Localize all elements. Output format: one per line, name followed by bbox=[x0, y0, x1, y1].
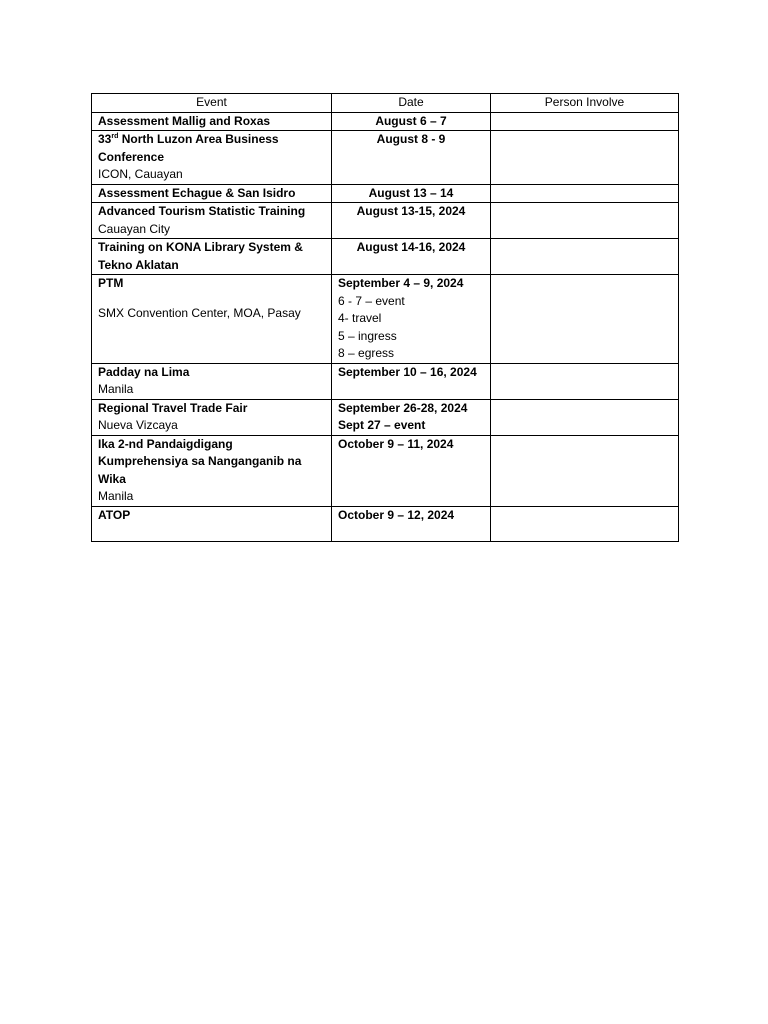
event-cell bbox=[92, 275, 332, 364]
event-location: ICON, Cauayan bbox=[98, 167, 183, 181]
event-title: Training on KONA Library System & Tekno Aklatan bbox=[98, 240, 303, 272]
event-location: SMX Convention Center, MOA, Pasay bbox=[98, 305, 301, 320]
person-cell bbox=[491, 112, 679, 131]
event-title-ordinal: rd bbox=[111, 133, 119, 140]
event-cell bbox=[92, 112, 332, 131]
table-row bbox=[92, 112, 679, 131]
header-event: Event bbox=[92, 94, 332, 113]
event-location: Cauayan City bbox=[98, 221, 171, 236]
event-date: August 13-15, 2024 bbox=[356, 204, 466, 218]
event-date-extra: Sept 27 – event bbox=[338, 418, 426, 432]
date-cell bbox=[332, 506, 491, 541]
table-row bbox=[92, 363, 679, 399]
date-cell bbox=[332, 112, 491, 131]
event-cell bbox=[92, 184, 332, 203]
date-cell bbox=[332, 239, 491, 275]
person-cell bbox=[491, 399, 679, 435]
event-date: August 14-16, 2024 bbox=[356, 240, 466, 254]
event-cell bbox=[92, 435, 332, 506]
events-table bbox=[91, 93, 679, 542]
event-title: Padday na Lima bbox=[98, 364, 190, 379]
table-row bbox=[92, 184, 679, 203]
date-note: 8 – egress bbox=[338, 346, 395, 360]
date-cell bbox=[332, 363, 491, 399]
date-cell bbox=[332, 131, 491, 185]
date-note: 6 - 7 – event bbox=[338, 293, 405, 308]
date-cell bbox=[332, 399, 491, 435]
event-date: September 4 – 9, 2024 bbox=[338, 276, 464, 290]
event-title: Ika 2-nd Pandaigdigang Kumprehensiya sa Nanganganib na Wika bbox=[98, 436, 302, 486]
event-title: ATOP bbox=[98, 507, 131, 522]
person-cell bbox=[491, 275, 679, 364]
person-cell bbox=[491, 506, 679, 541]
table-header-row bbox=[92, 94, 679, 113]
event-title: PTM bbox=[98, 276, 124, 290]
event-date: August 8 - 9 bbox=[376, 132, 446, 146]
table-row bbox=[92, 399, 679, 435]
event-title bbox=[98, 131, 325, 166]
table-row bbox=[92, 506, 679, 541]
header-person-involve: Person Involve bbox=[491, 94, 679, 113]
date-cell bbox=[332, 184, 491, 203]
date-note: 5 – ingress bbox=[338, 328, 397, 343]
header-date: Date bbox=[332, 94, 491, 113]
event-title: Assessment Mallig and Roxas bbox=[98, 113, 271, 128]
event-cell bbox=[92, 399, 332, 435]
event-cell bbox=[92, 131, 332, 185]
person-cell bbox=[491, 239, 679, 275]
event-cell bbox=[92, 363, 332, 399]
date-cell bbox=[332, 275, 491, 364]
event-title-rest: North Luzon Area Business Conference bbox=[98, 132, 279, 164]
spacer bbox=[98, 293, 325, 305]
person-cell bbox=[491, 131, 679, 185]
event-title: Regional Travel Trade Fair bbox=[98, 400, 248, 415]
table-row bbox=[92, 131, 679, 185]
person-cell bbox=[491, 184, 679, 203]
table-row bbox=[92, 275, 679, 364]
date-cell bbox=[332, 435, 491, 506]
event-location: Manila bbox=[98, 489, 134, 503]
event-location: Nueva Vizcaya bbox=[98, 418, 178, 432]
event-date: October 9 – 11, 2024 bbox=[338, 436, 454, 451]
person-cell bbox=[491, 203, 679, 239]
table-row bbox=[92, 239, 679, 275]
event-date: October 9 – 12, 2024 bbox=[338, 507, 455, 522]
event-title: Assessment Echague & San Isidro bbox=[98, 185, 296, 200]
person-cell bbox=[491, 435, 679, 506]
event-date: August 13 – 14 bbox=[368, 185, 454, 200]
person-cell bbox=[491, 363, 679, 399]
table-row bbox=[92, 435, 679, 506]
date-cell bbox=[332, 203, 491, 239]
date-note: 4- travel bbox=[338, 311, 382, 325]
event-cell bbox=[92, 203, 332, 239]
event-cell bbox=[92, 239, 332, 275]
event-date: September 10 – 16, 2024 bbox=[338, 364, 477, 379]
event-title-number: 33 bbox=[98, 132, 112, 146]
event-date: August 6 – 7 bbox=[375, 113, 447, 128]
event-date: September 26-28, 2024 bbox=[338, 400, 468, 415]
event-cell bbox=[92, 506, 332, 541]
event-location: Manila bbox=[98, 382, 134, 396]
table-row bbox=[92, 203, 679, 239]
event-title: Advanced Tourism Statistic Training bbox=[98, 204, 306, 218]
